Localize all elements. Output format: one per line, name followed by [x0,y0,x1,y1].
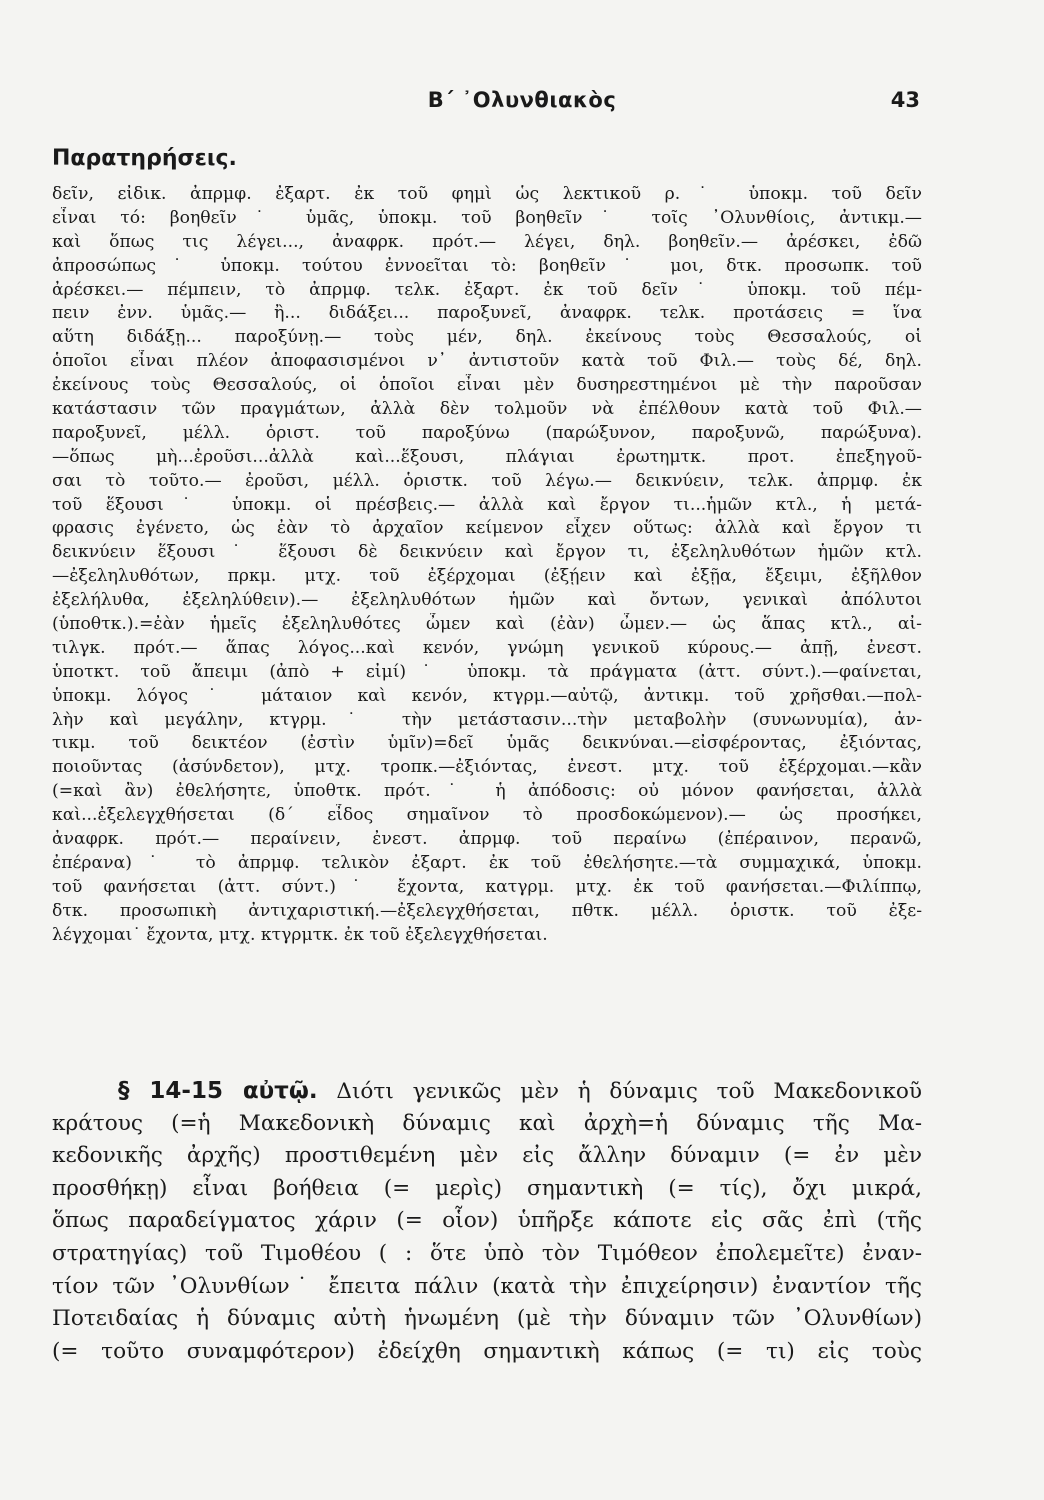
notes-line: αὕτη διδάξῃ... παροξύνῃ.— τοὺς μέν, δηλ. ἐκείνους τοὺς Θεσσαλούς, οἱ [52,327,922,348]
notes-line: ὑποτκτ. τοῦ ἄπειμι (ἀπὸ + εἰμί)˙ ὑποκμ. τὰ πράγματα (ἀττ. σύντ.).—φαίνεται, [52,661,922,682]
commentary-line: τίον τῶν ᾿Ολυνθίων˙ ἔπειτα πάλιν (κατὰ τὴν ἐπιχείρησιν) ἐναντίον τῆς [52,1273,922,1299]
commentary-line: κεδονικῆς ἀρχῆς) προστιθεμένη μὲν εἰς ἄλλην δύναμιν (= ἐν μὲν [52,1143,922,1169]
notes-line: καὶ ὅπως τις λέγει..., ἀναφρκ. πρότ.— λέγει, δηλ. βοηθεῖν.— ἀρέσκει, ἐδῶ [52,231,922,252]
notes-heading: Παρατηρήσεις. [52,146,237,171]
notes-line: ἀναφρκ. πρότ.— περαίνειν, ἐνεστ. ἀπρμφ. τοῦ περαίνω (ἐπέραινον, περανῶ, [52,829,922,850]
notes-line: ὑποκμ. λόγος˙ μάταιον καὶ κενόν, κτγρμ.—αὐτῷ, ἀντικμ. τοῦ χρῆσθαι.—πολ- [52,685,922,706]
notes-line: ἐξελήλυθα, ἐξεληλύθειν).— ἐξεληλυθότων ἡμῶν καὶ ὄντων, γενικαὶ ἀπόλυτοι [52,590,922,611]
commentary-line-text: Διότι γενικῶς μὲν ἡ δύναμις τοῦ Μακεδονικοῦ [336,1079,922,1104]
notes-line: (=καὶ ἂν) ἐθελήσητε, ὑποθτκ. πρότ.˙ ἡ ἀπόδοσις: οὐ μόνον φανήσεται, ἀλλὰ [52,781,922,802]
notes-line: σαι τὸ τοῦτο.— ἐροῦσι, μέλλ. ὁριστκ. τοῦ λέγω.— δεικνύειν, τελκ. ἀπρμφ. ἐκ [52,470,922,491]
notes-line: πειν ἐνν. ὑμᾶς.— ἢ... διδάξει... παροξυνεῖ, ἀναφρκ. τελκ. προτάσεις = ἵνα [52,303,922,324]
notes-paragraph [52,183,922,948]
running-title: Β΄ ᾿Ολυνθιακὸς [427,88,617,112]
notes-line: ἀρέσκει.— πέμπειν, τὸ ἀπρμφ. τελκ. ἐξαρτ. ἐκ τοῦ δεῖν˙ ὑποκμ. τοῦ πέμ- [52,279,922,300]
notes-line: ἀπροσώπως˙ ὑποκμ. τούτου ἐννοεῖται τὸ: βοηθεῖν˙ μοι, δτκ. προσωπκ. τοῦ [52,255,922,276]
notes-line: —ὅπως μὴ...ἐροῦσι...ἀλλὰ καὶ...ἕξουσι, πλάγιαι ἐρωτημτκ. προτ. ἐπεξηγοῦ- [52,446,922,467]
commentary-line: (= τοῦτο συναμφότερον) ἐδείχθη σημαντικὴ κάπως (= τι) εἰς τοὺς [52,1338,922,1364]
notes-line: λὴν καὶ μεγάλην, κτγρμ.˙ τὴν μετάστασιν...τὴν μεταβολὴν (συνωνυμία), ἀν- [52,709,922,730]
commentary-line: ὅπως παραδείγματος χάριν (= οἷον) ὑπῆρξε κάποτε εἰς σᾶς ἐπὶ (τῆς [52,1208,922,1234]
notes-line: (ὑποθτκ.).=ἐὰν ἡμεῖς ἐξεληλυθότες ὦμεν καὶ (ἐὰν) ὦμεν.— ὡς ἅπας κτλ., αἰ- [52,614,922,635]
commentary-line: Ποτειδαίας ἡ δύναμις αὐτὴ ἡνωμένη (μὲ τὴν δύναμιν τῶν ᾿Ολυνθίων) [52,1306,922,1332]
notes-line: τοῦ φανήσεται (ἀττ. σύντ.)˙ ἔχοντα, κατγρμ. μτχ. ἐκ τοῦ φανήσεται.—Φιλίππῳ, [52,876,922,897]
commentary-paragraph [52,1075,922,1368]
notes-line: τιλγκ. πρότ.— ἅπας λόγος...καὶ κενόν, γνώμη γενικοῦ κύρους.— ἀπῇ, ἐνεστ. [52,637,922,658]
notes-line: δεῖν, εἰδικ. ἀπρμφ. ἐξαρτ. ἐκ τοῦ φημὶ ὡς λεκτικοῦ ρ.˙ ὑποκμ. τοῦ δεῖν [52,184,922,204]
page-number: 43 [890,88,920,112]
section-reference: § 14-15 αὐτῷ. [118,1078,318,1104]
notes-line: εἶναι τό: βοηθεῖν˙ ὑμᾶς, ὑποκμ. τοῦ βοηθεῖν˙ τοῖς ᾿Ολυνθίοις, ἀντικμ.— [52,207,922,228]
notes-line: —ἐξεληλυθότων, πρκμ. μτχ. τοῦ ἐξέρχομαι (ἐξῄειν καὶ ἐξῇα, ἔξειμι, ἐξῆλθον [52,566,922,587]
notes-line: φρασις ἐγένετο, ὡς ἐὰν τὸ ἀρχαῖον κείμενον εἶχεν οὕτως: ἀλλὰ καὶ ἔργον τι [52,518,922,539]
commentary-line: κράτους (=ἡ Μακεδονικὴ δύναμις καὶ ἀρχὴ=ἡ δύναμις τῆς Μα- [52,1110,922,1136]
notes-line: ἐκείνους τοὺς Θεσσαλούς, οἱ ὁποῖοι εἶναι μὲν δυσηρεστημένοι μὲ τὴν παροῦσαν [52,375,922,396]
notes-line: δεικνύειν ἕξουσι˙ ἕξουσι δὲ δεικνύειν καὶ ἔργον τι, ἐξεληλυθότων ἡμῶν κτλ. [52,542,922,563]
notes-line: τοῦ ἕξουσι˙ ὑποκμ. οἱ πρέσβεις.— ἀλλὰ καὶ ἔργον τι...ἡμῶν κτλ., ἡ μετά- [52,494,922,515]
running-head [0,86,1044,116]
notes-line: ἐπέρανα)˙ τὸ ἀπρμφ. τελικὸν ἐξαρτ. ἐκ τοῦ ἐθελήσητε.—τὰ συμμαχικά, ὑποκμ. [52,852,922,873]
commentary-line: στρατηγίας) τοῦ Τιμοθέου ( : ὅτε ὑπὸ τὸν Τιμόθεον ἐπολεμεῖτε) ἐναν- [52,1240,922,1266]
notes-line: λέγχομαι˙ ἔχοντα, μτχ. κτγρμτκ. ἐκ τοῦ ἐξελεγχθήσεται. [52,924,548,945]
notes-line: ποιοῦντας (ἀσύνδετον), μτχ. τροπκ.—ἐξιόντας, ἐνεστ. μτχ. τοῦ ἐξέρχομαι.—κἂν [52,757,922,778]
notes-line: τικμ. τοῦ δεικτέον (ἐστὶν ὑμῖν)=δεῖ ὑμᾶς δεικνύναι.—εἰσφέροντας, ἐξιόντας, [52,733,922,754]
commentary-line: προσθήκῃ) εἶναι βοήθεια (= μερὶς) σημαντικὴ (= τίς), ὄχι μικρά, [52,1175,922,1201]
notes-line: ὁποῖοι εἶναι πλέον ἀποφασισμένοι ν᾿ ἀντιστοῦν κατὰ τοῦ Φιλ.— τοὺς δέ, δηλ. [52,351,922,372]
notes-line: δτκ. προσωπικὴ ἀντιχαριστική.—ἐξελεγχθήσεται, πθτκ. μέλλ. ὁριστκ. τοῦ ἐξε- [52,900,922,921]
notes-line: παροξυνεῖ, μέλλ. ὁριστ. τοῦ παροξύνω (παρώξυνον, παροξυνῶ, παρώξυνα). [52,422,922,443]
notes-line: κατάστασιν τῶν πραγμάτων, ἀλλὰ δὲν τολμοῦν νὰ ἐπέλθουν κατὰ τοῦ Φιλ.— [52,399,922,420]
commentary-line [52,1075,922,1108]
notes-line: καὶ...ἐξελεγχθήσεται (δ΄ εἶδος σημαῖνον τὸ προσδοκώμενον).— ὡς προσήκει, [52,805,922,826]
